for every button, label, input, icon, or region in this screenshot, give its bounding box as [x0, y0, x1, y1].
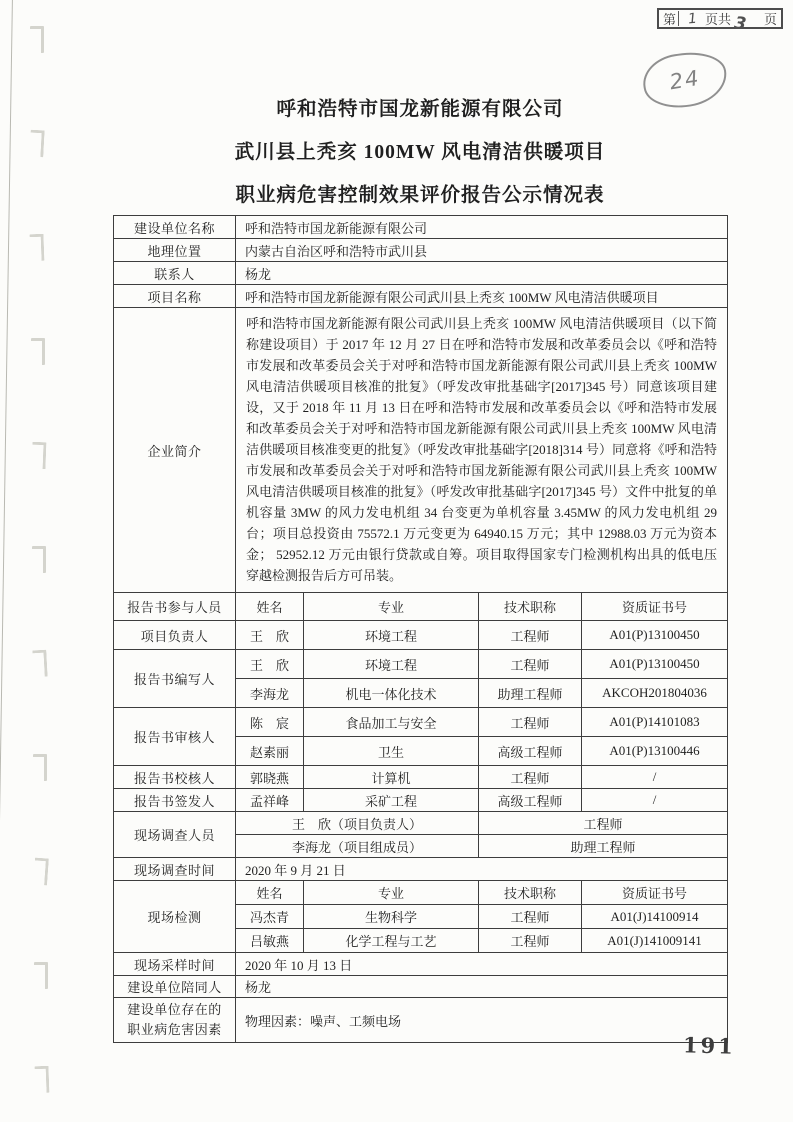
title-line-report: 职业病危害控制效果评价报告公示情况表: [235, 185, 605, 206]
row-label: [114, 998, 236, 1043]
stamp-prefix: 第: [663, 12, 677, 27]
binder-mark: [35, 1066, 50, 1093]
person-title: 工程师: [479, 650, 582, 679]
person-cert: A01(P)14101083: [582, 708, 728, 737]
row-label: 项目负责人: [114, 621, 236, 650]
table-row: [114, 708, 728, 737]
person-name: 陈 宸: [236, 708, 304, 737]
binder-mark: [30, 234, 45, 261]
person-cert: AKCOH201804036: [582, 679, 728, 708]
person-title: 高级工程师: [479, 737, 582, 766]
col-header-major: 专业: [304, 593, 479, 621]
row-label: 报告书审核人: [114, 708, 236, 766]
person-cert: A01(P)13100446: [582, 737, 728, 766]
person-name: 孟祥峰: [236, 789, 304, 812]
report-publicity-table: [113, 215, 728, 1043]
person-title: 工程师: [479, 905, 582, 929]
hazards-row: [114, 998, 728, 1043]
table-row: [114, 953, 728, 976]
person-name: 赵素丽: [236, 737, 304, 766]
binder-mark: [32, 546, 46, 573]
person-major: 食品加工与安全: [304, 708, 479, 737]
binder-mark: [32, 442, 47, 469]
table-row: [114, 766, 728, 789]
section-label: 报告书参与人员: [114, 593, 236, 621]
person-title: 高级工程师: [479, 789, 582, 812]
document-title: [113, 88, 727, 217]
table-row: [114, 858, 728, 881]
row-value: 2020 年 10 月 13 日: [236, 953, 728, 976]
person-title: 助理工程师: [479, 679, 582, 708]
company-profile-text: 呼和浩特市国龙新能源有限公司武川县上秃亥 100MW 风电清洁供暖项目（以下简称建设项目）于 2017 年 12 月 27 日在呼和浩特市发展和改革委员会以《呼和浩特市发展和改革委员会关于对呼和浩特市国龙新能源有限公司武川县上秃亥 100MW 风电清洁供暖项目核准的批复》（呼发改审批基础字[2017]345 号）同意该项目建设，又于 2018 年 11 月 13 日在呼和浩特市发展和改革委员会以《呼和浩特市发展和改革委员会关于对呼和浩特市国龙新能源有限公司武川县上秃亥 100MW 风电清洁供暖项目核准变更的批复》（呼发改审批基础字[2018]314 号）同意将《呼和浩特市发展和改革委员会关于对呼和浩特市国龙新能源有限公司武川县上秃亥 100MW 风电清洁供暖项目核准的批复》（呼发改审批基础字[2017]345 号）文件中批复的单机容量 3MW 的风力发电机组 34 台变更为单机容量 3.45MW 的风力发电机组 29 台；项目总投资由 75572.1 万元变更为 64940.15 万元；其中 12988.03 万元为资本金； 52952.12 万元由银行贷款或自筹。项目取得国家专门检测机构出具的低电压穿越检测报告后方可吊装。: [236, 308, 728, 593]
row-value: 杨龙: [236, 976, 728, 998]
col-header-title: 技术职称: [479, 881, 582, 905]
table-row: [114, 976, 728, 998]
survey-title: 助理工程师: [479, 835, 728, 858]
survey-person: 李海龙（项目组成员）: [236, 835, 479, 858]
table-row: [114, 239, 728, 262]
row-label: 现场采样时间: [114, 953, 236, 976]
person-major: 化学工程与工艺: [304, 929, 479, 953]
survey-title: 工程师: [479, 812, 728, 835]
hazards-label-line1: 建设单位存在的: [127, 1002, 222, 1017]
person-title: 工程师: [479, 621, 582, 650]
scan-edge-line: [0, 0, 13, 1122]
row-label: 现场检测: [114, 881, 236, 953]
col-header-major: 专业: [304, 881, 479, 905]
person-major: 环境工程: [304, 621, 479, 650]
person-name: 王 欣: [236, 621, 304, 650]
row-value: 2020 年 9 月 21 日: [236, 858, 728, 881]
participants-header-row: [114, 593, 728, 621]
person-major: 环境工程: [304, 650, 479, 679]
hazards-label-line2: 职业病危害因素: [127, 1022, 222, 1037]
title-line-project: 武川县上秃亥 100MW 风电清洁供暖项目: [234, 142, 606, 163]
person-title: 工程师: [479, 766, 582, 789]
person-name: 李海龙: [236, 679, 304, 708]
person-cert: /: [582, 789, 728, 812]
binder-mark: [30, 26, 44, 53]
binder-mark: [32, 650, 47, 678]
row-label: 报告书编写人: [114, 650, 236, 708]
binder-mark: [33, 754, 47, 781]
table-row: [114, 216, 728, 239]
row-value: 杨龙: [236, 262, 728, 285]
table-row: [114, 812, 728, 835]
detection-header-row: [114, 881, 728, 905]
row-label: 企业简介: [114, 308, 236, 593]
row-label: 建设单位名称: [114, 216, 236, 239]
person-title: 工程师: [479, 708, 582, 737]
title-line-company: 呼和浩特市国龙新能源有限公司: [276, 99, 564, 120]
stamp-pages-label: 页共: [704, 12, 731, 27]
person-major: 卫生: [304, 737, 479, 766]
row-label: 现场调查时间: [114, 858, 236, 881]
person-major: 采矿工程: [304, 789, 479, 812]
page-count-stamp: [657, 8, 783, 35]
row-label: 报告书签发人: [114, 789, 236, 812]
person-cert: A01(J)14100914: [582, 905, 728, 929]
person-major: 机电一体化技术: [304, 679, 479, 708]
handwritten-circled-number: 24: [639, 47, 730, 113]
table-row: [114, 285, 728, 308]
row-value: 呼和浩特市国龙新能源有限公司: [236, 216, 728, 239]
person-name: 郭晓燕: [236, 766, 304, 789]
stamp-divider: [678, 11, 679, 26]
binder-mark: [29, 130, 44, 158]
person-cert: /: [582, 766, 728, 789]
handwritten-current-page: 1: [687, 10, 698, 27]
table-row: [114, 789, 728, 812]
col-header-cert: 资质证书号: [582, 593, 728, 621]
person-name: 王 欣: [236, 650, 304, 679]
company-profile-row: [114, 308, 728, 593]
binder-mark: [33, 858, 49, 886]
stamp-suffix: 页: [763, 12, 777, 27]
page-number-stamp: 191: [682, 1032, 737, 1059]
handwritten-total-pages: 3: [732, 12, 748, 35]
row-label: 报告书校核人: [114, 766, 236, 789]
person-cert: A01(P)13100450: [582, 621, 728, 650]
row-label: 项目名称: [114, 285, 236, 308]
row-label: 地理位置: [114, 239, 236, 262]
row-label: 现场调查人员: [114, 812, 236, 858]
person-cert: A01(J)141009141: [582, 929, 728, 953]
table-row: [114, 262, 728, 285]
table-row: [114, 650, 728, 679]
row-label: 联系人: [114, 262, 236, 285]
person-major: 计算机: [304, 766, 479, 789]
binder-mark: [31, 338, 45, 365]
person-title: 工程师: [479, 929, 582, 953]
table-row: [114, 621, 728, 650]
row-value: 内蒙古自治区呼和浩特市武川县: [236, 239, 728, 262]
col-header-title: 技术职称: [479, 593, 582, 621]
person-major: 生物科学: [304, 905, 479, 929]
person-cert: A01(P)13100450: [582, 650, 728, 679]
survey-person: 王 欣（项目负责人）: [236, 812, 479, 835]
row-label: 建设单位陪同人: [114, 976, 236, 998]
person-name: 吕敏燕: [236, 929, 304, 953]
row-value: 呼和浩特市国龙新能源有限公司武川县上秃亥 100MW 风电清洁供暖项目: [236, 285, 728, 308]
col-header-cert: 资质证书号: [582, 881, 728, 905]
hazards-value: 物理因素：噪声、工频电场: [236, 998, 728, 1043]
col-header-name: 姓名: [236, 593, 304, 621]
col-header-name: 姓名: [236, 881, 304, 905]
binder-mark: [34, 962, 48, 989]
person-name: 冯杰青: [236, 905, 304, 929]
